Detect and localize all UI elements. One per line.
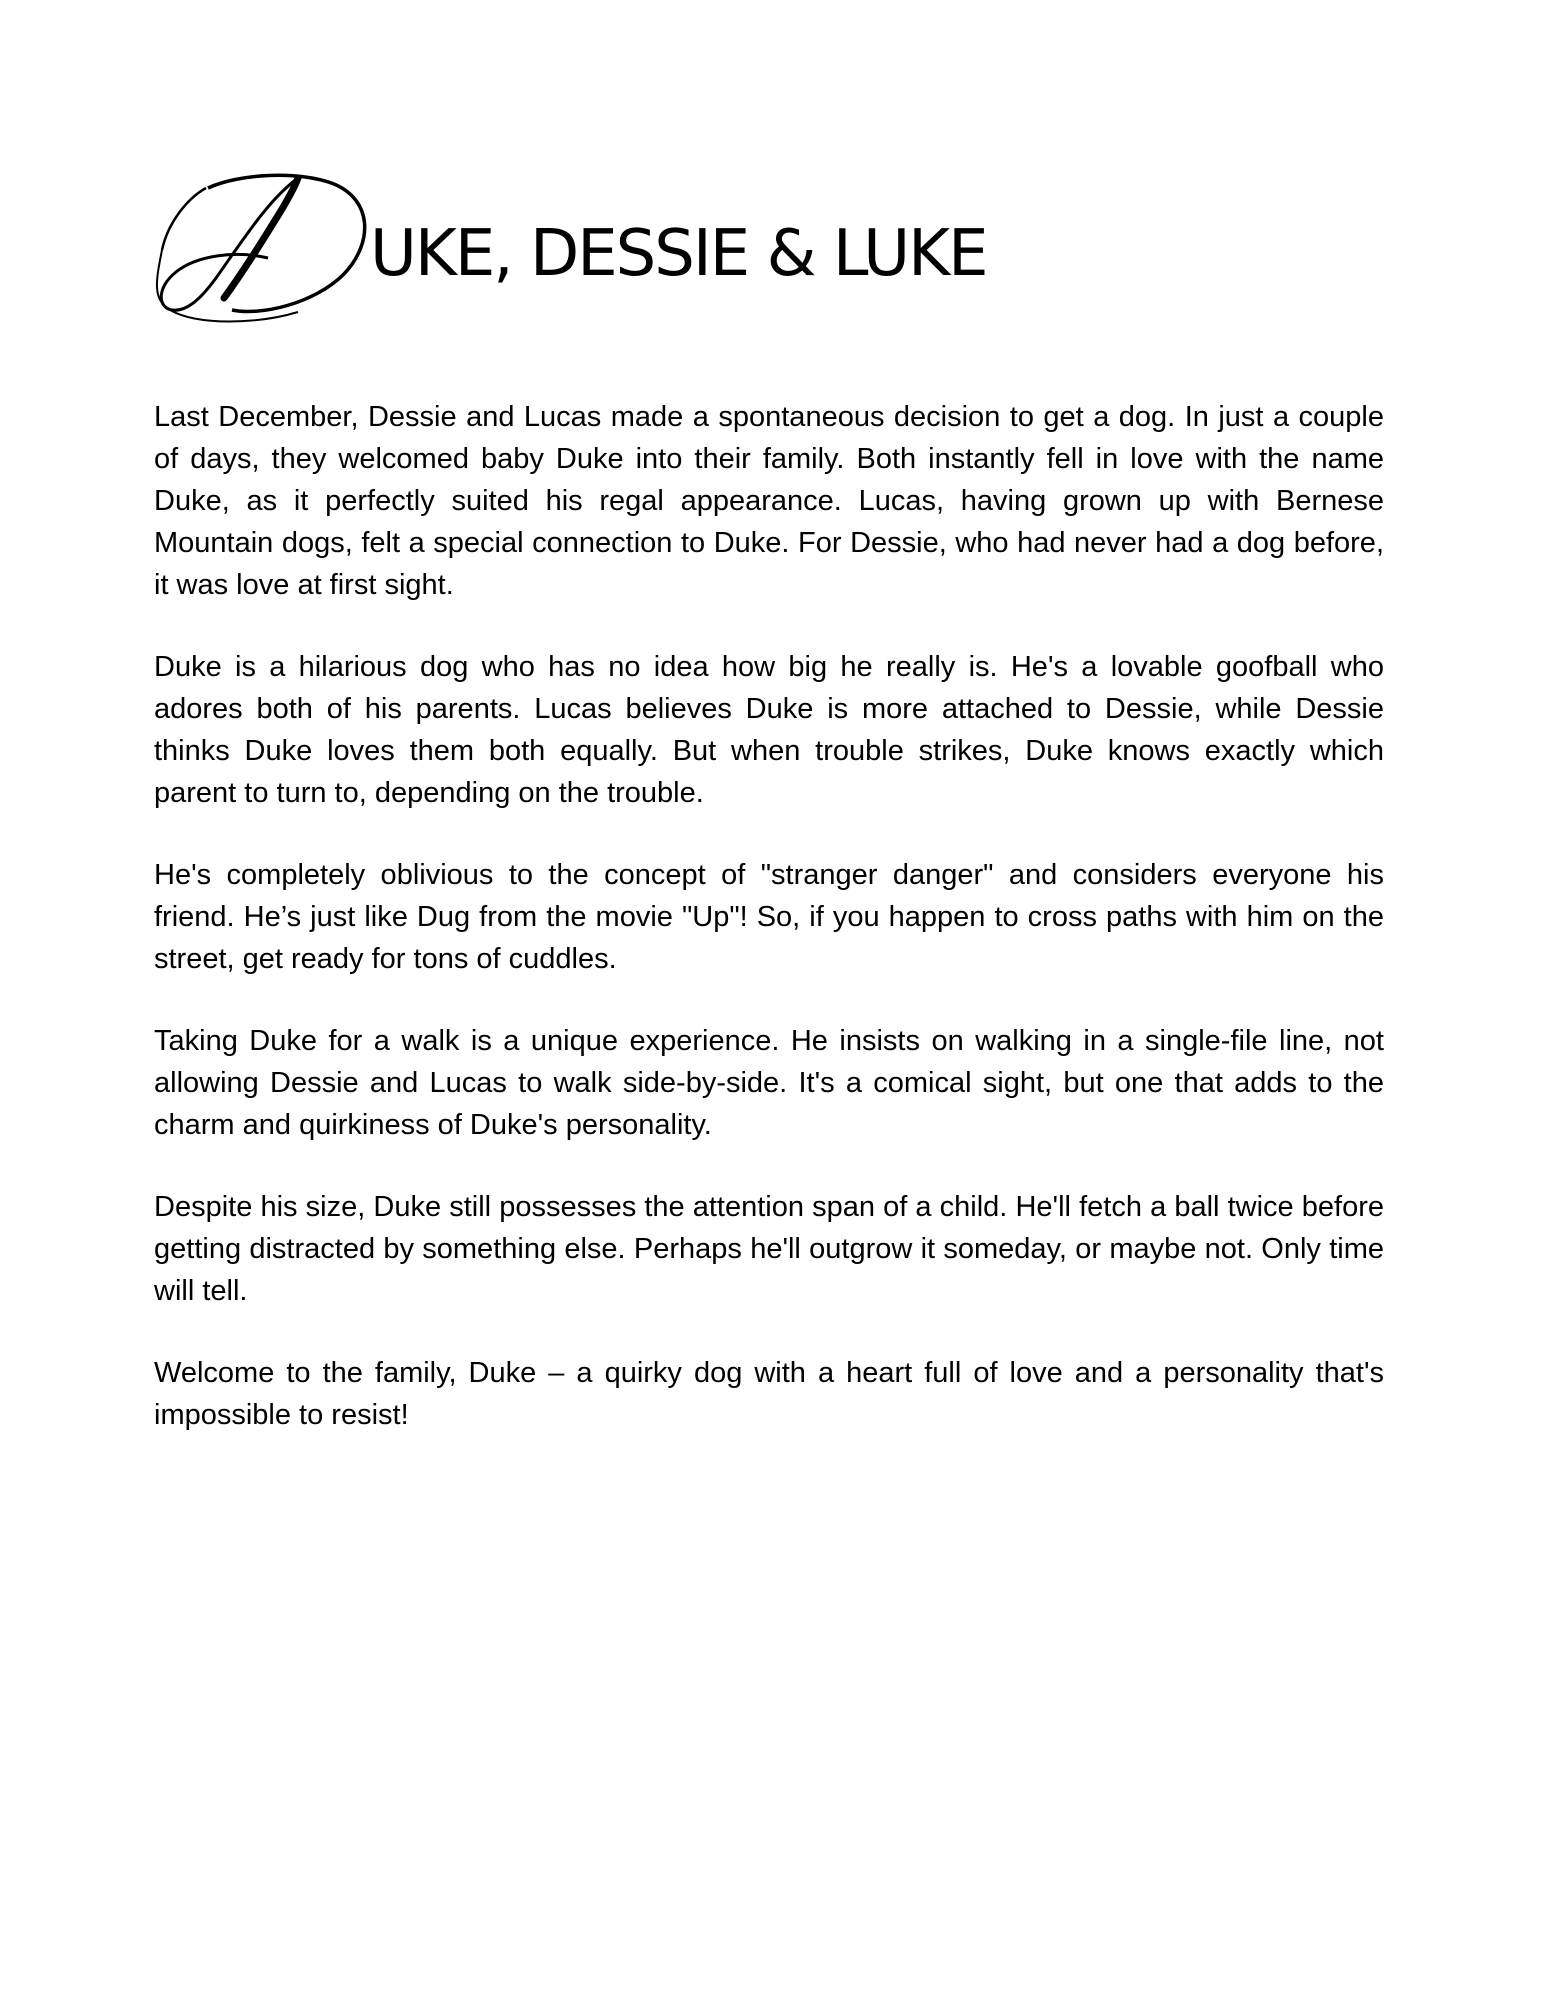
script-drop-cap-d: [148, 170, 378, 330]
page-title: [148, 170, 1148, 330]
title-text: UKE, DESSIE & LUKE: [370, 217, 987, 291]
paragraph-2: Duke is a hilarious dog who has no idea how big he really is. He's a lovable goofball who adores both of his parents. Lucas believes Duke is more attached to Dessie, while Dessie thinks Duke loves them both equally. But when trouble strikes, Duke knows exactly which parent to turn to, depending on the trouble.: [154, 651, 1384, 809]
paragraph-5: Despite his size, Duke still possesses the attention span of a child. He'll fetch a ball twice before getting distracted by something else. Perhaps he'll outgrow it someday, or maybe not. Only time will tell.: [154, 1191, 1384, 1307]
paragraph-1: Last December, Dessie and Lucas made a spontaneous decision to get a dog. In just a couple of days, they welcomed baby Duke into their family. Both instantly fell in love with the name Duke, as it perfectly suited his regal appearance. Lucas, having grown up with Bernese Mountain dogs, felt a special connection to Duke. For Dessie, who had never had a dog before, it was love at first sight.: [154, 401, 1384, 601]
paragraph-4: Taking Duke for a walk is a unique experience. He insists on walking in a single-file line, not allowing Dessie and Lucas to walk side-by-side. It's a comical sight, but one that adds to the charm and quirkiness of Duke's personality.: [154, 1025, 1384, 1141]
article-body: [154, 396, 1384, 1476]
paragraph-6: Welcome to the family, Duke – a quirky dog with a heart full of love and a personality that's impossible to resist!: [154, 1357, 1384, 1431]
paragraph-3: He's completely oblivious to the concept of "stranger danger" and considers everyone his friend. He’s just like Dug from the movie "Up"! So, if you happen to cross paths with him on the street, get ready for tons of cuddles.: [154, 859, 1384, 975]
